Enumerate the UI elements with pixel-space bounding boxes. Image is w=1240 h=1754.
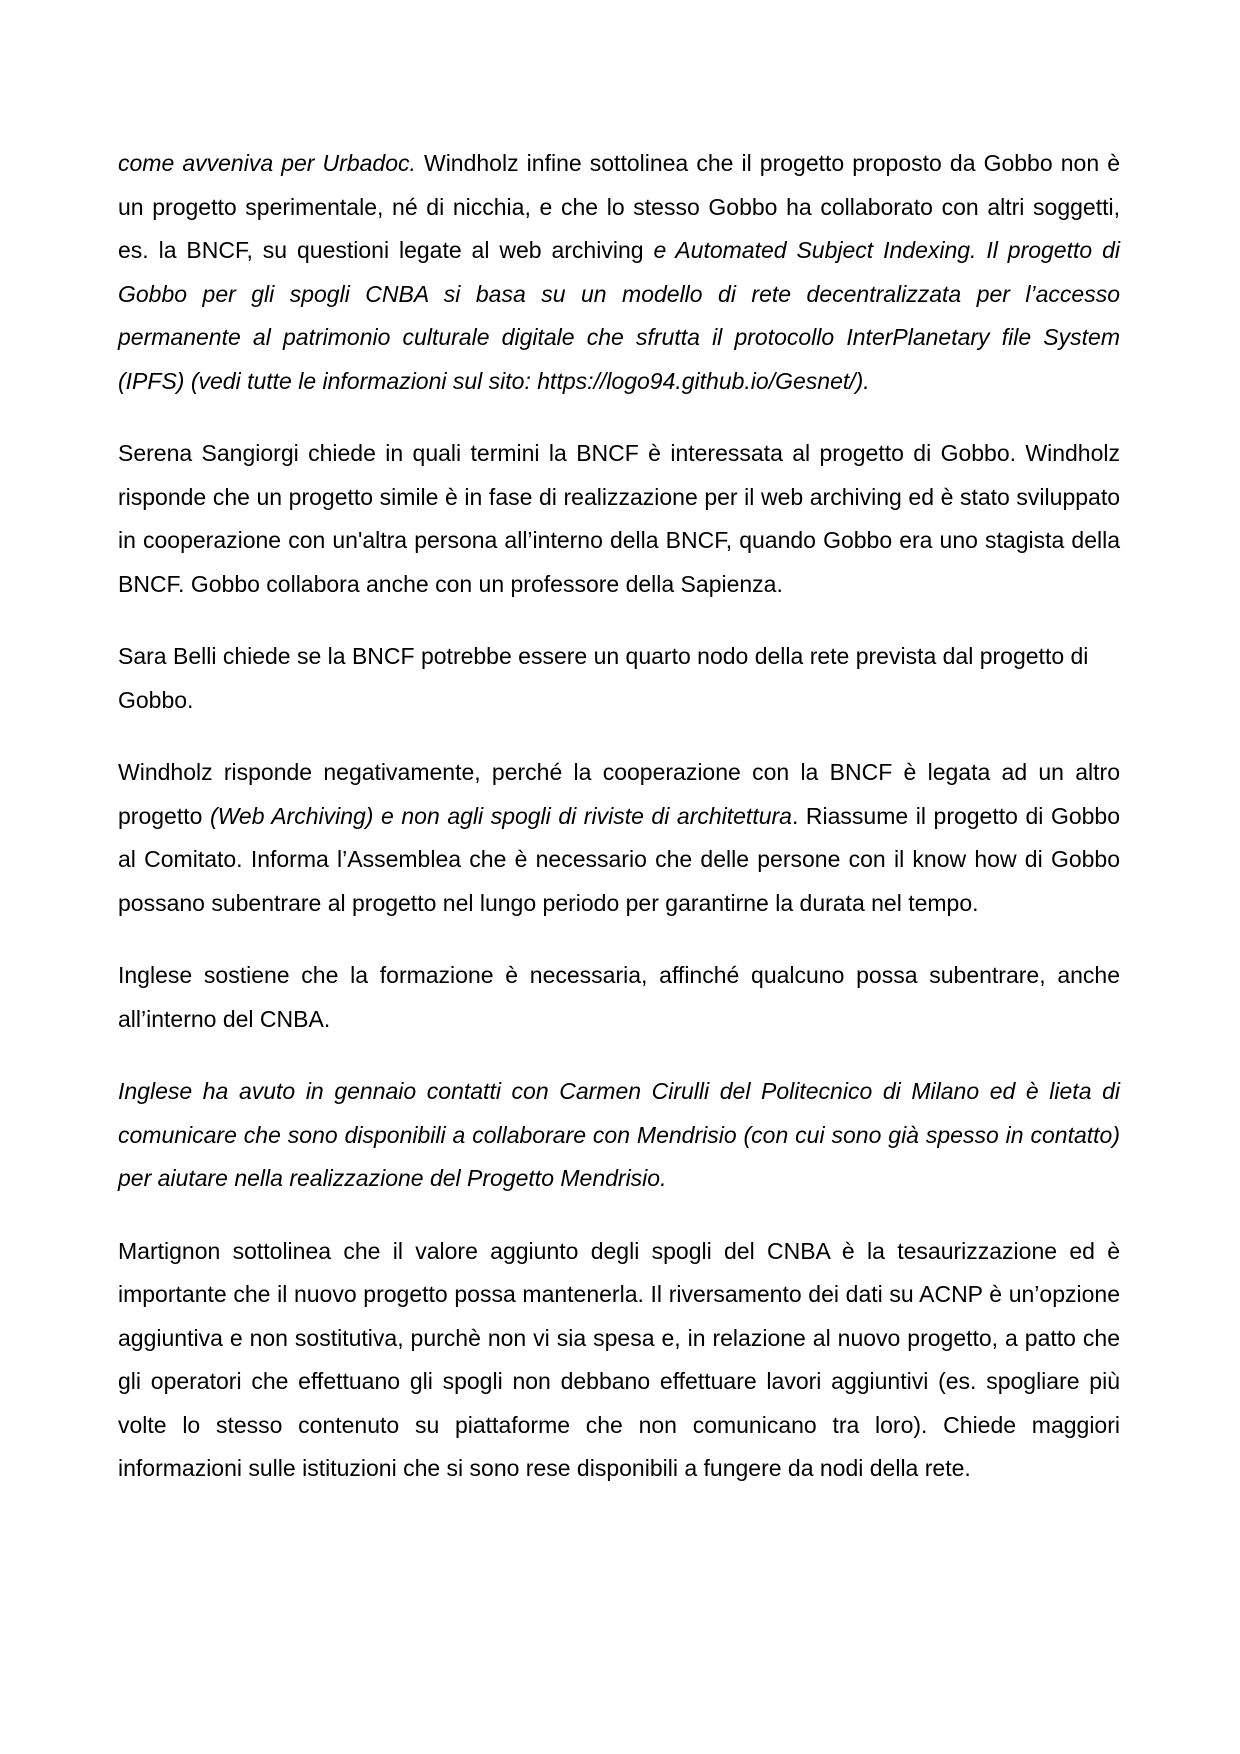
paragraph-urbadoc-ipfs [118, 142, 1120, 403]
text-segment: . Riassume il progetto di Gobbo al Comitato. Informa l’Assemblea che è necessario che delle persone con il know how di Gobbo possano subentrare al progetto nel lungo periodo per garantirne la durata nel tempo. [118, 802, 1121, 916]
text-segment: Inglese sostiene che la formazione è necessaria, affinché qualcuno possa subentrare, anche all’interno del CNBA. [118, 962, 1120, 1032]
text-segment: Windholz infine sottolinea che il progetto proposto da Gobbo non è un progetto sperimentale, né di nicchia, e che lo stesso Gobbo ha collaborato con altri soggetti, es. la BNCF, su questioni legate al web archiving [118, 150, 1121, 263]
text-segment: Serena Sangiorgi chiede in quali termini la BNCF è interessata al progetto di Gobbo. Windholz risponde che un progetto simile è in fase di realizzazione per il web archiving ed è stato sviluppato in cooperazione con un'altra persona all’interno della BNCF, quando Gobbo era uno stagista della BNCF. Gobbo collabora anche con un professore della Sapienza. [118, 440, 1120, 597]
paragraph-sangiorgi [118, 432, 1120, 606]
text-segment: Sara Belli chiede se la BNCF potrebbe essere un quarto nodo della rete prevista dal progetto di Gobbo. [118, 643, 1089, 713]
paragraph-martignon [118, 1230, 1120, 1491]
paragraph-inglese-formazione [118, 954, 1120, 1041]
text-segment: Martignon sottolinea che il valore aggiunto degli spogli del CNBA è la tesaurizzazione ed è importante che il nuovo progetto possa mantenerla. Il riversamento dei dati su ACNP è un’opzione aggiuntiva e non sostitutiva, purchè non vi sia spesa e, in relazione al nuovo progetto, a patto che gli operatori che effettuano gli spogli non debbano effettuare lavori aggiuntivi (es. spogliare più volte lo stesso contenuto su piattaforme che non comunicano tra loro). Chiede maggiori informazioni sulle istituzioni che si sono rese disponibili a fungere da nodi della rete. [118, 1237, 1120, 1481]
paragraph-inglese-politecnico [118, 1070, 1120, 1201]
text-segment: (Web Archiving) e non agli spogli di riviste di architettura [209, 802, 792, 829]
text-segment: Inglese ha avuto in gennaio contatti con Carmen Cirulli del Politecnico di Milano ed è lieta di comunicare che sono disponibili a collaborare con Mendrisio (con cui sono già spesso in contatto) per aiutare nella realizzazione del Progetto Mendrisio. [118, 1078, 1120, 1191]
text-segment: Windholz risponde negativamente, perché la cooperazione con la BNCF è legata ad un altro progetto [118, 759, 1120, 829]
document-page [118, 142, 1120, 1520]
text-segment: come avveniva per Urbadoc. [118, 150, 416, 176]
paragraph-windholz-response [118, 751, 1120, 925]
text-segment: e Automated Subject Indexing. Il progetto di Gobbo per gli spogli CNBA si basa su un modello di rete decentralizzata per l’accesso permanente al patrimonio culturale digitale che sfrutta il protocollo InterPlanetary file System (IPFS) (vedi tutte le informazioni sul sito: https://logo94.github.io/Gesnet/). [118, 237, 1120, 394]
paragraph-belli [118, 635, 1120, 722]
